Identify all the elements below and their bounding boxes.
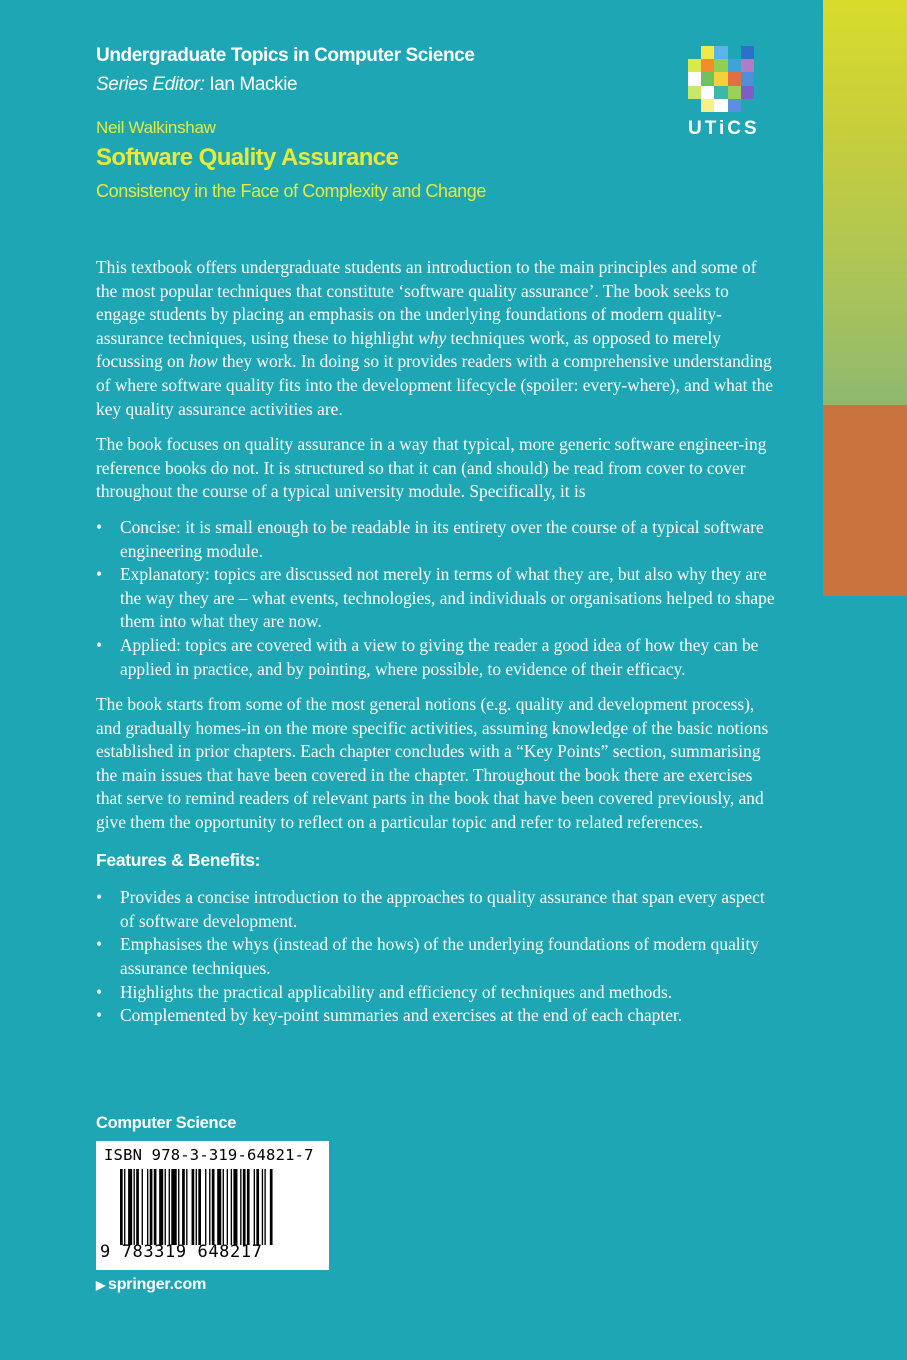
barcode-bars-icon <box>120 1169 310 1245</box>
back-cover-blurb <box>96 256 776 1040</box>
barcode-digits: 9 783319 648217 <box>100 1242 263 1262</box>
side-stripe-orange-block <box>823 405 907 596</box>
list-item: • Emphasises the whys (instead of the hows) of the underlying foundations of modern quality assurance techniques. <box>96 933 776 980</box>
publisher-link[interactable] <box>96 1276 206 1294</box>
intro-p1-text-a: This textbook offers undergraduate students an introduction to the main principles and some of the most popular techniques that constitute ‘software quality assurance’. The book seeks to engage students by placing an emphasis on the underlying foundations of modern quality-assurance techniques, using these to highlight <box>96 257 757 348</box>
subject-category: Computer Science <box>96 1114 237 1132</box>
list-item: • Provides a concise introduction to the approaches to quality assurance that span every aspect of software development. <box>96 886 776 933</box>
features-heading: Features & Benefits: <box>96 849 261 870</box>
intro-p1-emphasis-why: why <box>418 327 447 348</box>
book-author: Neil Walkinshaw <box>96 118 216 137</box>
intro-paragraph-3: The book starts from some of the most general notions (e.g. quality and development process), and gradually homes-in on the more specific activities, assuming knowledge of the basic notions established in prior chapters. Each chapter concludes with a “Key Points” section, summarising the main issues that have been covered in the chapter. Throughout the book there are exercises that serve to remind readers of relevant parts in the book that have been covered previously, and give them the opportunity to reflect on a particular topic and refer to related references. <box>96 694 769 833</box>
utics-logo <box>688 46 760 140</box>
intro-p1-text-b: techniques work, as opposed to merely focussing on <box>96 327 721 372</box>
book-subtitle: Consistency in the Face of Complexity and Change <box>96 181 487 201</box>
utics-logo-mosaic-icon <box>688 46 754 112</box>
arrow-right-icon: ▶ <box>96 1278 106 1292</box>
features-list <box>96 886 776 1028</box>
book-title: Software Quality Assurance <box>96 144 399 171</box>
list-item: • Applied: topics are covered with a view to giving the reader a good idea of how they can be applied in practice, and by pointing, where possible, to evidence of their efficacy. <box>96 634 776 681</box>
intro-p1-emphasis-how: how <box>188 351 218 372</box>
list-item: • Highlights the practical applicability and efficiency of techniques and methods. <box>96 981 776 1005</box>
isbn-barcode <box>96 1141 329 1270</box>
series-title: Undergraduate Topics in Computer Science <box>96 45 475 66</box>
series-editor-name: Ian Mackie <box>209 74 298 95</box>
list-item: • Explanatory: topics are discussed not merely in terms of what they are, but also why they are the way they are – what events, technologies, and individuals or organisations helped to shape them into what they are now. <box>96 563 776 634</box>
list-item: • Complemented by key-point summaries and exercises at the end of each chapter. <box>96 1004 776 1028</box>
list-item: • Concise: it is small enough to be readable in its entirety over the course of a typical software engineering module. <box>96 516 776 563</box>
intro-p1-text-c: they work. In doing so it provides readers with a comprehensive understanding of where software quality fits into the development lifecycle (spoiler: every-where), and what the key quality assurance activities are. <box>96 351 774 419</box>
intro-paragraph-2: The book focuses on quality assurance in a way that typical, more generic software engineer-ing reference books do not. It is structured so that it can (and should) be read from cover to cover throughout the course of a typical university module. Specifically, it is <box>96 434 767 502</box>
publisher-url: springer.com <box>108 1276 207 1293</box>
utics-logo-text: UTiCS <box>688 118 760 139</box>
isbn-label: ISBN 978-3-319-64821-7 <box>104 1146 314 1164</box>
intro-bullet-list <box>96 516 776 681</box>
series-editor-label: Series Editor: <box>96 74 205 95</box>
intro-paragraph-1 <box>96 256 776 421</box>
series-editor <box>96 74 297 96</box>
side-color-stripe <box>823 0 907 596</box>
